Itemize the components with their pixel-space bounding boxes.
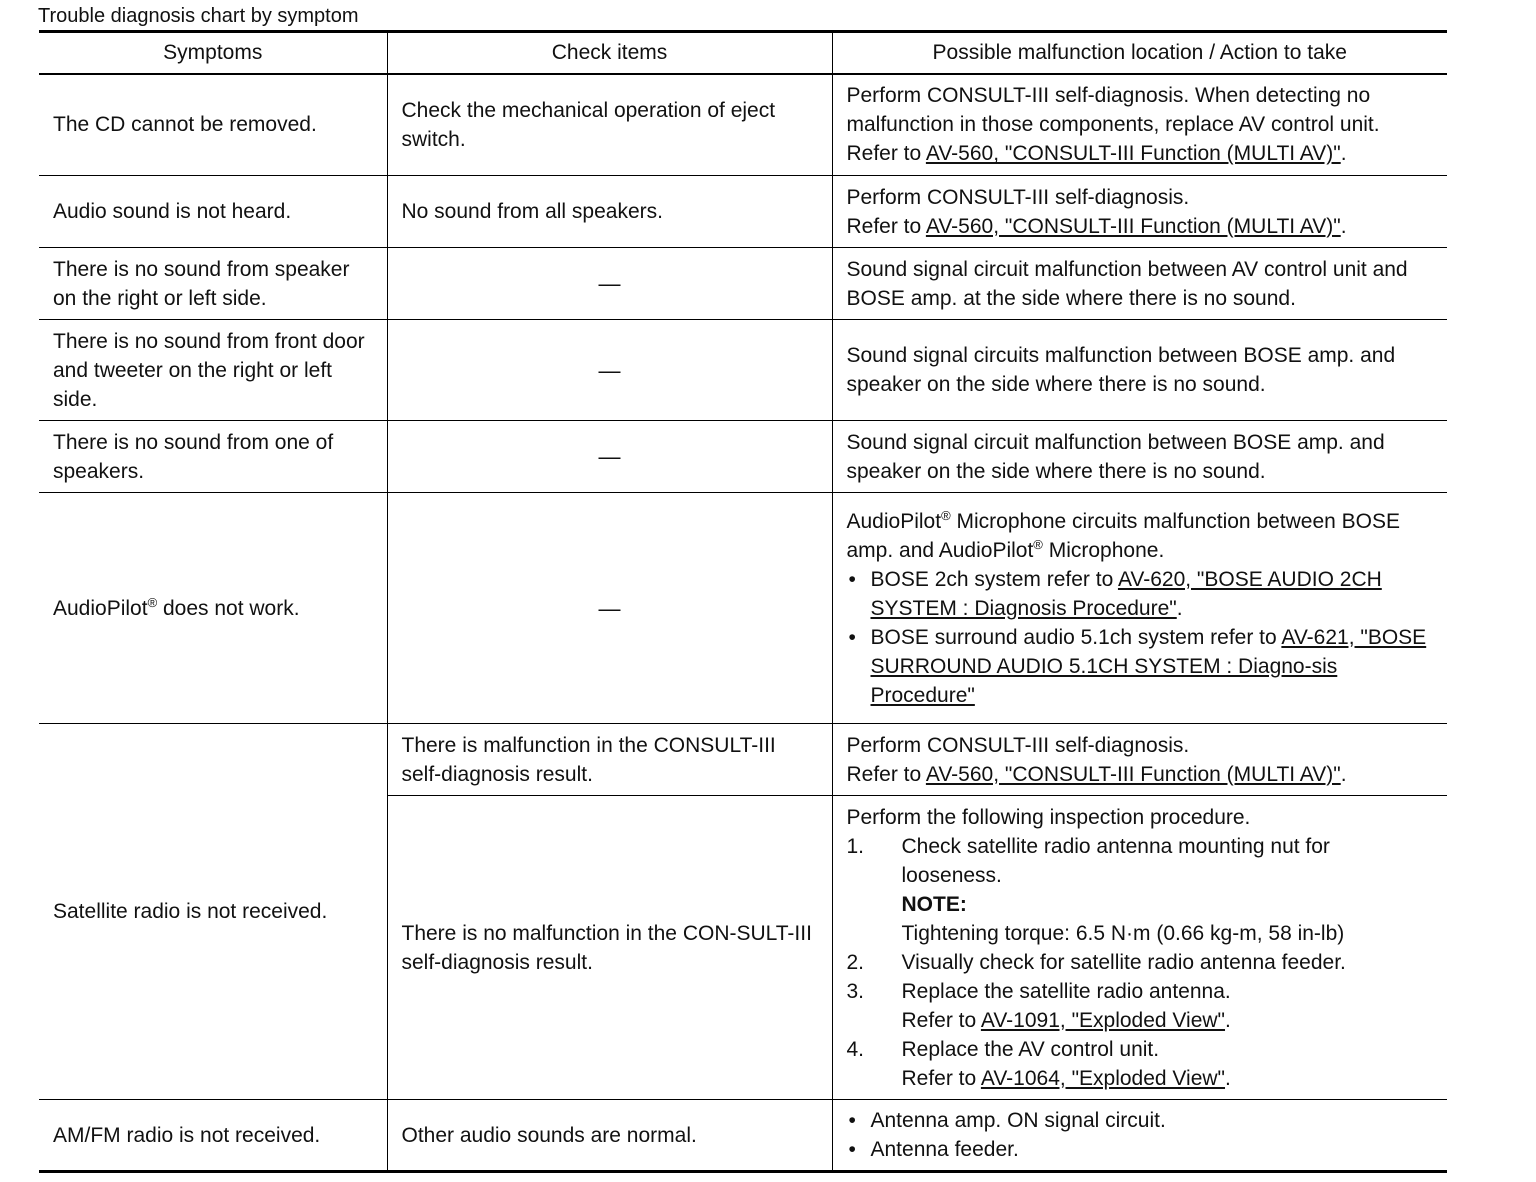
list-item (847, 623, 1434, 710)
bullet-text: BOSE surround audio 5.1ch system refer to (870, 625, 1282, 649)
action-text: Perform CONSULT-III self-diagnosis. (846, 733, 1190, 757)
list-item (847, 832, 1434, 948)
action-text: Perform CONSULT-III self-diagnosis. (846, 185, 1190, 209)
header-check-items: Check items (387, 32, 832, 74)
symptom-cell: There is no sound from one of speakers. (53, 430, 334, 483)
page-title: Trouble diagnosis chart by symptom (38, 5, 359, 27)
reference-link[interactable]: AV-560, "CONSULT-III Function (MULTI AV)" (925, 142, 1341, 166)
action-cell (832, 796, 1447, 1100)
suffix: . (1225, 1066, 1231, 1090)
symptom-cell: Audio sound is not heard. (53, 200, 292, 223)
symptom-cell: AM/FM radio is not received. (53, 1123, 321, 1147)
symptom-text: does not work. (157, 596, 300, 620)
action-cell (832, 493, 1447, 724)
action-cell: Sound signal circuit malfunction between AV control unit and BOSE amp. at the side where there is no sound. (832, 248, 1447, 320)
list-item: • Antenna amp. ON signal circuit. (847, 1106, 1434, 1135)
procedure-intro: Perform the following inspection procedure. (846, 805, 1251, 829)
action-text (847, 507, 1434, 565)
text-part: Microphone. (1042, 538, 1165, 562)
list-item (847, 1035, 1434, 1093)
check-cell: There is no malfunction in the CON-SULT-III self-diagnosis result. (387, 796, 832, 1100)
table-row (39, 493, 1447, 724)
step-text: Visually check for satellite radio antenna feeder. (901, 950, 1346, 974)
registered-mark: ® (1033, 536, 1043, 552)
note-label: NOTE: (901, 892, 967, 916)
action-cell (832, 724, 1447, 796)
refer-prefix: Refer to (846, 214, 926, 238)
note-text: Tightening torque: 6.5 N·m (0.66 kg-m, 58 in-lb) (901, 921, 1345, 945)
action-cell: Sound signal circuit malfunction between BOSE amp. and speaker on the side where there is no sound. (832, 421, 1447, 493)
symptom-text: AudioPilot (53, 596, 148, 620)
text-part: Microphone circuits malfunction between BOSE amp. and AudioPilot (846, 509, 1401, 562)
suffix: . (1340, 142, 1347, 166)
table-row (39, 248, 1447, 320)
check-cell: There is malfunction in the CONSULT-III self-diagnosis result. (387, 724, 832, 796)
registered-mark: ® (941, 507, 951, 523)
empty-dash: — (387, 320, 832, 421)
reference-link[interactable]: AV-1091, "Exploded View" (980, 1008, 1226, 1032)
table-row (39, 421, 1447, 493)
reference-link[interactable]: AV-621, "BOSE SURROUND AUDIO 5.1CH SYSTEM : Diagno-sis Procedure" (870, 625, 1427, 707)
reference-link[interactable]: AV-1064, "Exploded View" (980, 1066, 1226, 1090)
table-row (39, 1100, 1447, 1172)
bullet-list (847, 565, 1434, 710)
empty-dash: — (387, 421, 832, 493)
refer-prefix: Refer to (901, 1008, 981, 1032)
reference-link[interactable]: AV-560, "CONSULT-III Function (MULTI AV)" (925, 762, 1341, 786)
symptom-cell: The CD cannot be removed. (53, 113, 317, 137)
symptom-cell: There is no sound from front door and tweeter on the right or left side. (53, 329, 365, 411)
diagnosis-table (39, 30, 1447, 1173)
step-text: Replace the AV control unit. (901, 1037, 1160, 1061)
action-cell (832, 176, 1447, 248)
action-cell (832, 74, 1447, 176)
bullet-text: BOSE 2ch system refer to (870, 567, 1118, 591)
list-item (847, 977, 1434, 1035)
list-item (847, 565, 1434, 623)
step-text: Check satellite radio antenna mounting nut for looseness. (901, 834, 1330, 887)
symptom-cell: Satellite radio is not received. (53, 900, 328, 923)
registered-mark: ® (147, 594, 158, 610)
bullet-list (847, 1106, 1434, 1164)
step-number: 3. (846, 979, 865, 1003)
table-row (39, 74, 1447, 176)
step-number: 4. (846, 1037, 865, 1061)
suffix: . (1225, 1008, 1231, 1032)
procedure-steps (847, 832, 1434, 1093)
refer-prefix: Refer to (846, 762, 926, 786)
check-cell: No sound from all speakers. (387, 176, 832, 248)
check-cell: Other audio sounds are normal. (387, 1100, 832, 1172)
check-cell: Check the mechanical operation of eject switch. (387, 74, 832, 176)
list-item (847, 948, 1434, 977)
action-cell (832, 1100, 1447, 1172)
action-text: Perform CONSULT-III self-diagnosis. When detecting no malfunction in those components, replace AV control unit. (846, 84, 1380, 137)
symptom-cell (39, 493, 387, 724)
refer-prefix: Refer to (901, 1066, 981, 1090)
symptom-cell: There is no sound from speaker on the right or left side. (53, 257, 350, 310)
suffix: . (1340, 214, 1347, 238)
empty-dash: — (387, 493, 832, 724)
table-row (39, 724, 1447, 796)
header-action: Possible malfunction location / Action to take (832, 32, 1447, 74)
header-symptoms: Symptoms (163, 41, 263, 65)
list-item: • Antenna feeder. (847, 1135, 1434, 1164)
table-row (39, 176, 1447, 248)
step-number: 1. (846, 834, 865, 858)
action-cell: Sound signal circuits malfunction between BOSE amp. and speaker on the side where there is no sound. (832, 320, 1447, 421)
table-header-row (39, 32, 1447, 74)
suffix: . (1340, 762, 1347, 786)
reference-link[interactable]: AV-560, "CONSULT-III Function (MULTI AV)" (925, 214, 1341, 238)
text-part: AudioPilot (846, 509, 942, 533)
step-number: 2. (846, 950, 865, 974)
suffix: . (1176, 596, 1183, 620)
reference-link[interactable]: AV-620, "BOSE AUDIO 2CH SYSTEM : Diagnosis Procedure" (870, 567, 1382, 620)
table-row (39, 320, 1447, 421)
refer-prefix: Refer to (846, 142, 926, 166)
step-text: Replace the satellite radio antenna. (901, 979, 1231, 1003)
empty-dash: — (387, 248, 832, 320)
